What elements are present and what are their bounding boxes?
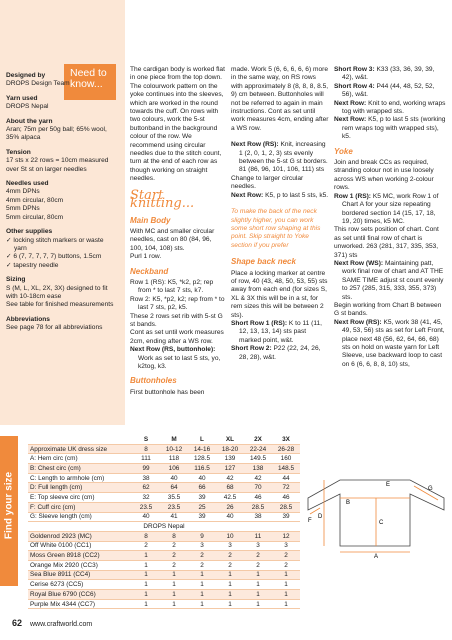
table-cell: 40 — [160, 473, 188, 483]
table-cell: 1 — [272, 580, 300, 590]
table-cell: Sea Blue 8911 (CC4) — [28, 570, 132, 580]
table-cell: 2 — [160, 560, 188, 570]
table-cell: Off White 0100 (CC1) — [28, 541, 132, 551]
table-cell: 40 — [216, 512, 244, 522]
yarn-heading: Yarn used — [6, 94, 38, 102]
table-cell: 111 — [132, 454, 160, 464]
footer-url: www.craftworld.com — [29, 621, 93, 628]
table-cell: 148.5 — [272, 464, 300, 474]
table-cell: 38 — [132, 473, 160, 483]
supply-item: ✓ tapestry needle — [6, 261, 59, 269]
table-cell: 10-12 — [160, 444, 188, 454]
table-cell: 1 — [272, 570, 300, 580]
buttonholes-text: First buttonhole has been — [130, 388, 205, 396]
table-cell: 26-28 — [272, 444, 300, 454]
table-cell: 3 — [272, 541, 300, 551]
buttonhole-row-text: Work as set to last 5 sts, yo, k2tog, k3. — [138, 354, 221, 370]
table-cell: 1 — [188, 580, 216, 590]
table-cell: 25 — [188, 502, 216, 512]
table-cell: E: Top sleeve circ (cm) — [28, 493, 132, 503]
table-row — [28, 444, 300, 454]
abbreviations-heading: Abbreviations — [6, 315, 50, 323]
table-cell: 39 — [272, 512, 300, 522]
table-header-cell: XL — [216, 435, 244, 444]
table-cell: 1 — [160, 599, 188, 609]
table-cell: 38 — [244, 512, 272, 522]
table-row — [28, 502, 300, 512]
table-cell: 1 — [272, 590, 300, 600]
short-row-3-label: Short Row 3: — [334, 66, 375, 73]
column-1 — [130, 66, 226, 397]
table-cell: 62 — [132, 483, 160, 493]
table-cell: 160 — [272, 454, 300, 464]
neckband-row-1: Row 1 (RS): K5, *k2, p2; rep from * to last 7 sts, k7. — [130, 278, 214, 295]
table-cell: 23.5 — [132, 502, 160, 512]
table-cell: 1 — [272, 599, 300, 609]
table-cell: 1 — [132, 590, 160, 600]
table-cell: 1 — [160, 590, 188, 600]
table-cell: 149.5 — [244, 454, 272, 464]
neckband-heading: Neckband — [130, 266, 169, 276]
table-cell: 8 — [132, 444, 160, 454]
column-3 — [334, 66, 446, 369]
table-cell: Purple Mix 4344 (CC7) — [28, 599, 132, 609]
table-cell: 64 — [160, 483, 188, 493]
table-row — [28, 464, 300, 474]
table-cell: 1 — [244, 599, 272, 609]
table-cell: 1 — [216, 590, 244, 600]
table-row — [28, 483, 300, 493]
table-header-cell — [28, 435, 132, 444]
table-cell: 128.5 — [188, 454, 216, 464]
table-cell: 3 — [216, 541, 244, 551]
table-cell: 2 — [244, 551, 272, 561]
table-cell: 66 — [188, 483, 216, 493]
table-cell: Goldenrod 2923 (MC) — [28, 531, 132, 541]
table-cell: F: Cuff circ (cm) — [28, 502, 132, 512]
table-cell: A: Hem circ (cm) — [28, 454, 132, 464]
table-cell: Moss Green 8918 (CC2) — [28, 551, 132, 561]
diagram-label: E — [386, 482, 391, 488]
table-cell: 1 — [216, 580, 244, 590]
table-cell: 2 — [160, 551, 188, 561]
table-cell: 42.5 — [216, 493, 244, 503]
short-row-4-text: P44 (44, 48, 52, 52, 56), w&t. — [342, 82, 435, 99]
abbreviations: See page 78 for all abbreviations — [6, 324, 103, 332]
yoke-row-1-text: K5 MC, work Row 1 of Chart A for your size repeating bordered section 14 (15, 17, 18, 19, 20) times, k5 MC. — [342, 192, 439, 225]
yarn-label-cell: DROPS Nepal — [28, 522, 300, 532]
table-row — [28, 590, 300, 600]
table-row — [28, 512, 300, 522]
short-row-note: To make the back of the neck slightly higher, you can work some short row shaping at this point. Skip straight to Yoke section if you prefer — [231, 208, 321, 249]
neckband-sets: These 2 rows set rib with 5-st G st bands. — [130, 312, 223, 328]
table-cell: 35.5 — [160, 493, 188, 503]
next-row-4-text: K5, p to last 5 sts (working rem wraps tog with wrapped sts), k5. — [342, 116, 446, 141]
diagram-label: D — [318, 514, 323, 520]
table-cell: 39 — [188, 512, 216, 522]
neckband-row-2: Row 2: K5, *p2, k2; rep from * to last 7 sts, p2, k5. — [130, 295, 225, 312]
table-cell: 39 — [188, 493, 216, 503]
table-cell: 1 — [188, 570, 216, 580]
table-cell: 2 — [272, 560, 300, 570]
short-row-1-text: K to 11 (11, 12, 13, 13, 14) sts past marked point, w&t. — [239, 319, 323, 344]
buttonholes-heading: Buttonholes — [130, 376, 177, 386]
change-needles: Change to larger circular needles. — [231, 174, 304, 191]
table-cell: 8 — [132, 531, 160, 541]
table-cell: 68 — [216, 483, 244, 493]
short-row-2-text: P22 (22, 24, 26, 28, 28), w&t. — [239, 345, 321, 361]
table-cell: 2 — [160, 541, 188, 551]
tension-heading: Tension — [6, 148, 31, 156]
find-your-size-label: Find your size — [3, 471, 15, 540]
table-header-cell: M — [160, 435, 188, 444]
table-row — [28, 560, 300, 570]
needle-item: 4mm DPNs — [6, 188, 40, 196]
table-cell: 2 — [216, 560, 244, 570]
table-cell: 2 — [132, 541, 160, 551]
diagram-label: F — [308, 518, 312, 524]
needle-item: 4mm circular, 80cm — [6, 196, 64, 204]
table-row — [28, 599, 300, 609]
next-row-3-label: Next Row: — [334, 99, 367, 107]
table-cell: 11 — [244, 531, 272, 541]
other-supplies-heading: Other supplies — [6, 228, 53, 236]
yoke-heading: Yoke — [334, 146, 353, 156]
table-row — [28, 473, 300, 483]
table-cell: 1 — [188, 599, 216, 609]
table-row — [28, 580, 300, 590]
need-to-know-heading: Need to know... — [64, 64, 116, 100]
table-header-cell: 2X — [244, 435, 272, 444]
table-cell: D: Full length (cm) — [28, 483, 132, 493]
garment-diagram — [306, 468, 446, 558]
shape-back-neck-text: Place a locking marker at centre of row, 40 (43, 48, 50, 53, 55) sts away from each end (for sizes S, XL & 3X this will be in a st, for rem sizes this will be between 2 sts). — [231, 269, 328, 319]
yarn-body — [28, 531, 300, 609]
table-cell: 1 — [132, 580, 160, 590]
next-row-label: Next Row (RS): — [231, 141, 279, 149]
table-cell: 1 — [216, 599, 244, 609]
table-cell: 40 — [188, 473, 216, 483]
needles-heading: Needles used — [6, 180, 49, 188]
table-cell: 139 — [216, 454, 244, 464]
table-row — [28, 493, 300, 503]
table-cell: 32 — [132, 493, 160, 503]
table-cell: Approximate UK dress size — [28, 444, 132, 454]
rs-row-text: K5, work 38 (41, 45, 49, 53, 56) sts as set for Left Front, place next 48 (56, 62, 64, 66, 68) sts on hold on waste yarn for Left Sleeve, use backward loop to cast on 6 (6, 6, 8, 8, 10) sts, — [342, 318, 445, 368]
table-header-cell: 3X — [272, 435, 300, 444]
next-row-text: Knit, increasing 1 (2, 0, 1, 2, 3) sts evenly between the 5-st G st borders. 81 (86, 96, 101, 106, 111) sts — [239, 141, 328, 174]
table-cell: 28.5 — [272, 502, 300, 512]
table-cell: 1 — [188, 590, 216, 600]
table-cell: 26 — [216, 502, 244, 512]
short-row-4-label: Short Row 4: — [334, 82, 375, 90]
neckband-cont: Cont as set until work measures 2cm, ending after a WS row. — [130, 329, 224, 345]
table-cell: 1 — [244, 590, 272, 600]
sizing: S (M, L, XL, 2X, 3X) designed to fit with 10-18cm ease — [6, 284, 108, 300]
table-row — [28, 570, 300, 580]
supply-item: ✓ 6 (7, 7, 7, 7, 7) buttons, 1.5cm — [6, 253, 102, 261]
yarn-label-row — [28, 522, 300, 532]
table-cell: 1 — [244, 580, 272, 590]
table-cell: 2 — [188, 560, 216, 570]
table-cell: 1 — [132, 560, 160, 570]
needle-item: 5mm circular, 80cm — [6, 213, 64, 221]
page-footer — [12, 618, 92, 628]
main-body-text: With MC and smaller circular needles, cast on 80 (84, 96, 100, 104, 108) sts. — [130, 227, 215, 252]
table-cell: 3 — [244, 541, 272, 551]
table-cell: 99 — [132, 464, 160, 474]
sizing-heading: Sizing — [6, 276, 26, 284]
about: Aran; 75m per 50g ball; 65% wool, 35% alpaca — [6, 126, 107, 142]
buttonhole-row-label: Next Row (RS, buttonhole): — [130, 346, 216, 354]
table-header-row — [28, 435, 300, 444]
table-cell: 40 — [132, 512, 160, 522]
table-cell: 46 — [244, 493, 272, 503]
about-heading: About the yarn — [6, 117, 53, 125]
table-row — [28, 531, 300, 541]
table-cell: 46 — [272, 493, 300, 503]
column-2 — [231, 66, 329, 362]
short-row-1-label: Short Row 1 (RS): — [231, 319, 288, 327]
buttonholes-continued: made. Work 5 (6, 6, 6, 6, 6) more in the same way, on RS rows with approximately 8 (8, 8, 8, 8.5, 9) cm between. Buttonholes will not be referred to again in main instructions. Cont as set until work measures 4cm, ending after a WS row. — [231, 66, 329, 132]
diagram-label: B — [346, 500, 351, 506]
table-cell: 18-20 — [216, 444, 244, 454]
short-row-2-label: Short Row 2: — [231, 345, 272, 353]
chart-b-text: Begin working from Chart B between G st bands. — [334, 301, 442, 318]
table-cell: 127 — [216, 464, 244, 474]
table-cell: 41 — [160, 512, 188, 522]
table-cell: 118 — [160, 454, 188, 464]
page-number: 62 — [12, 618, 23, 628]
purl-row: Purl 1 row. — [130, 253, 162, 261]
table-cell: 1 — [132, 570, 160, 580]
table-cell: Royal Blue 6790 (CC6) — [28, 590, 132, 600]
table-row — [28, 551, 300, 561]
table-row — [28, 541, 300, 551]
ws-row-label: Next Row (WS): — [334, 259, 384, 267]
diagram-label: A — [374, 554, 379, 558]
need-to-know-content — [6, 72, 118, 333]
measurements-body — [28, 444, 300, 522]
table-cell: G: Sleeve length (cm) — [28, 512, 132, 522]
find-your-size-band — [0, 436, 18, 586]
table-cell: 1 — [160, 570, 188, 580]
main-body-heading: Main Body — [130, 215, 171, 225]
table-cell: 42 — [216, 473, 244, 483]
size-table — [28, 435, 300, 609]
table-cell: 1 — [160, 580, 188, 590]
table-header-cell: S — [132, 435, 160, 444]
short-row-3-text: K33 (33, 36, 39, 39, 42), w&t. — [342, 66, 435, 82]
needle-item: 5mm DPNs — [6, 205, 40, 213]
sizing-note: See table for finished measurements — [6, 301, 114, 309]
table-cell: 1 — [132, 551, 160, 561]
yarn: DROPS Nepal — [6, 103, 49, 111]
diagram-label: C — [379, 520, 384, 526]
table-cell: 10 — [216, 531, 244, 541]
yoke-row-1-label: Row 1 (RS): — [334, 192, 371, 200]
designed-by-heading: Designed by — [6, 72, 46, 79]
designed-by: DROPS Design Team — [6, 80, 70, 88]
yoke-text: Join and break CCs as required, stranding colour not in use loosely across WS when working 2-colour rows. — [334, 159, 434, 192]
next-row-3-text: Knit to end, working wraps tog with wrapped sts. — [342, 99, 446, 116]
table-cell: B: Chest circ (cm) — [28, 464, 132, 474]
table-cell: Cerise 6273 (CC5) — [28, 580, 132, 590]
table-cell: Orange Mix 2920 (CC3) — [28, 560, 132, 570]
table-cell: 3 — [188, 541, 216, 551]
table-cell: 116.5 — [188, 464, 216, 474]
rs-row-label: Next Row (RS): — [334, 318, 382, 326]
table-cell: 9 — [188, 531, 216, 541]
table-row — [28, 454, 300, 464]
next-row-2-text: K5, p to last 5 sts, k5. — [265, 191, 329, 199]
table-cell: 2 — [272, 551, 300, 561]
intro-paragraph: The cardigan body is worked flat in one piece from the top down. The colourwork pattern on the yoke continues into the sleeves, which are worked in the round towards the cuff. On rows with two colours, work the 5-st buttonband in the background colour of the row. We recommend using circular needles due to the stitch count, turn at the end of each row as though working on straight needles. — [130, 66, 225, 183]
table-cell: 2 — [244, 560, 272, 570]
table-cell: 70 — [244, 483, 272, 493]
table-cell: 42 — [244, 473, 272, 483]
table-cell: 22-24 — [244, 444, 272, 454]
table-cell: 28.5 — [244, 502, 272, 512]
next-row-4-label: Next Row: — [334, 116, 367, 124]
start-knitting-heading: Start knitting... — [130, 187, 195, 212]
table-cell: 138 — [244, 464, 272, 474]
table-cell: 8 — [160, 531, 188, 541]
table-cell: 44 — [272, 473, 300, 483]
table-cell: 72 — [272, 483, 300, 493]
table-cell: 106 — [160, 464, 188, 474]
table-cell: 1 — [132, 599, 160, 609]
table-cell: 14-16 — [188, 444, 216, 454]
table-cell: 2 — [216, 551, 244, 561]
table-cell: 1 — [216, 570, 244, 580]
table-cell: 23.5 — [160, 502, 188, 512]
table-cell: 2 — [188, 551, 216, 561]
table-cell: 12 — [272, 531, 300, 541]
table-header-cell: L — [188, 435, 216, 444]
table-cell: C: Length to armhole (cm) — [28, 473, 132, 483]
diagram-label: G — [428, 486, 433, 492]
supply-item: ✓ locking stitch markers or waste yarn — [6, 236, 104, 252]
ws-row-text: Maintaining patt, work final row of chart and AT THE SAME TIME adjust st count evenly to 257 (285, 315, 333, 355, 373) sts. — [342, 259, 444, 301]
table-cell: 1 — [244, 570, 272, 580]
chart-position-text: This row sets position of chart. Cont as set until final row of chart is unworked. 263 (281, 317, 335, 353, 371) sts — [334, 226, 439, 259]
tension: 17 sts x 22 rows = 10cm measured over St st on larger needles — [6, 157, 109, 173]
next-row-2-label: Next Row: — [231, 191, 264, 199]
shape-back-neck-heading: Shape back neck — [231, 257, 296, 267]
